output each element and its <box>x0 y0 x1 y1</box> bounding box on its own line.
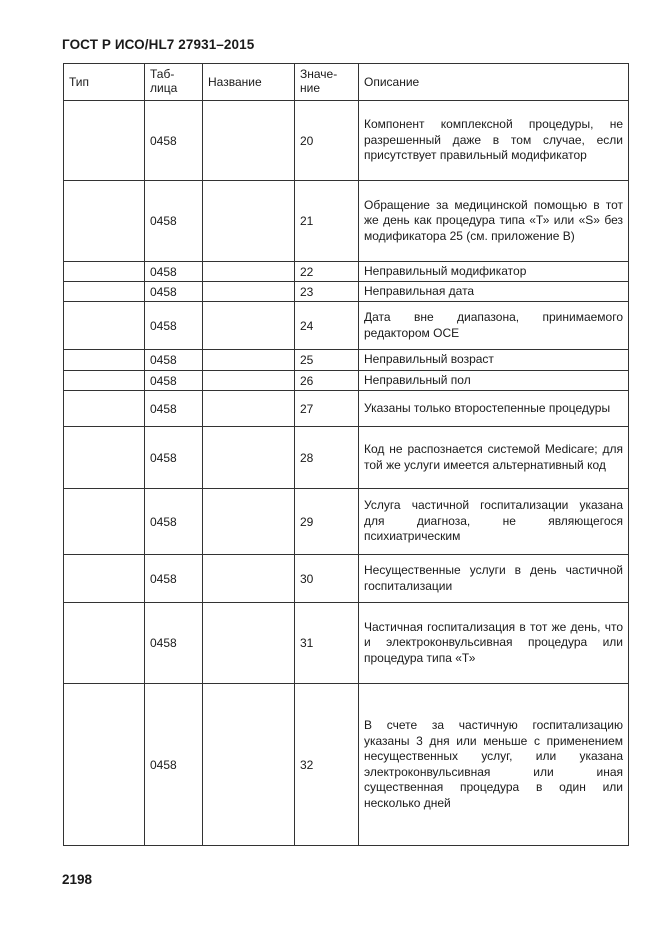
type-cell <box>64 350 145 371</box>
column-header-value <box>295 64 359 101</box>
name-cell <box>203 181 295 262</box>
table-cell: 0458 <box>145 181 203 262</box>
table-cell: 0458 <box>145 350 203 371</box>
description-cell: Дата вне диапазона, принимаемого редактором ОСЕ <box>359 302 629 350</box>
value-cell: 30 <box>295 555 359 603</box>
description-cell: Неправильный пол <box>359 371 629 391</box>
table-cell: 0458 <box>145 489 203 555</box>
table-cell: 0458 <box>145 371 203 391</box>
value-cell: 21 <box>295 181 359 262</box>
description-cell: Частичная госпитализация в тот же день, что и электроконвульсивная процедура или процедура типа «Т» <box>359 603 629 684</box>
column-header-table-line2: лица <box>150 81 178 95</box>
table-cell: 0458 <box>145 302 203 350</box>
description-cell: Указаны только второстепенные процедуры <box>359 391 629 427</box>
name-cell <box>203 555 295 603</box>
description-cell: В счете за частичную госпитализацию указаны 3 дня или меньше с применением несущественных услуг, или указана электроконвульсивная или иная существенная процедура в один или несколько дней <box>359 684 629 846</box>
name-cell <box>203 302 295 350</box>
type-cell <box>64 262 145 282</box>
table-row <box>64 391 629 427</box>
type-cell <box>64 427 145 489</box>
table-row <box>64 181 629 262</box>
table-cell: 0458 <box>145 262 203 282</box>
column-header-name: Название <box>203 64 295 101</box>
table-row <box>64 603 629 684</box>
value-cell: 32 <box>295 684 359 846</box>
name-cell <box>203 262 295 282</box>
column-header-table <box>145 64 203 101</box>
value-cell: 26 <box>295 371 359 391</box>
description-cell: Несущественные услуги в день частичной госпитализации <box>359 555 629 603</box>
column-header-table-line1: Таб- <box>150 67 175 81</box>
table-cell: 0458 <box>145 101 203 181</box>
table-row <box>64 555 629 603</box>
name-cell <box>203 489 295 555</box>
name-cell <box>203 101 295 181</box>
table-cell: 0458 <box>145 282 203 302</box>
type-cell <box>64 302 145 350</box>
name-cell <box>203 603 295 684</box>
type-cell <box>64 684 145 846</box>
type-cell <box>64 282 145 302</box>
name-cell <box>203 350 295 371</box>
description-cell: Неправильная дата <box>359 282 629 302</box>
table-row <box>64 684 629 846</box>
value-cell: 29 <box>295 489 359 555</box>
type-cell <box>64 391 145 427</box>
column-header-value-line2: ние <box>300 81 321 95</box>
table-row <box>64 427 629 489</box>
value-cell: 22 <box>295 262 359 282</box>
type-cell <box>64 489 145 555</box>
table-cell: 0458 <box>145 427 203 489</box>
page-number: 2198 <box>62 872 93 887</box>
column-header-description: Описание <box>359 64 629 101</box>
value-cell: 25 <box>295 350 359 371</box>
document-header: ГОСТ Р ИСО/HL7 27931–2015 <box>62 37 255 52</box>
value-cell: 24 <box>295 302 359 350</box>
table-cell: 0458 <box>145 603 203 684</box>
value-cell: 31 <box>295 603 359 684</box>
type-cell <box>64 181 145 262</box>
table-row <box>64 489 629 555</box>
description-cell: Обращение за медицинской помощью в тот же день как процедура типа «Т» или «S» без модификатора 25 (см. приложение В) <box>359 181 629 262</box>
table-row <box>64 262 629 282</box>
table-cell: 0458 <box>145 391 203 427</box>
value-cell: 20 <box>295 101 359 181</box>
value-cell: 28 <box>295 427 359 489</box>
table-row <box>64 371 629 391</box>
table-header-row <box>64 64 629 101</box>
table-row <box>64 350 629 371</box>
table-row <box>64 302 629 350</box>
table-row <box>64 101 629 181</box>
value-cell: 27 <box>295 391 359 427</box>
name-cell <box>203 427 295 489</box>
column-header-type: Тип <box>64 64 145 101</box>
code-table <box>63 63 629 846</box>
type-cell <box>64 371 145 391</box>
name-cell <box>203 282 295 302</box>
table-row <box>64 282 629 302</box>
name-cell <box>203 391 295 427</box>
description-cell: Услуга частичной госпитализации указана для диагноза, не являющегося психиатрическим <box>359 489 629 555</box>
description-cell: Код не распознается системой Medicare; для той же услуги имеется альтернативный код <box>359 427 629 489</box>
table-cell: 0458 <box>145 555 203 603</box>
type-cell <box>64 101 145 181</box>
type-cell <box>64 555 145 603</box>
value-cell: 23 <box>295 282 359 302</box>
table-cell: 0458 <box>145 684 203 846</box>
column-header-value-line1: Значе- <box>300 67 338 81</box>
type-cell <box>64 603 145 684</box>
description-cell: Неправильный модификатор <box>359 262 629 282</box>
description-cell: Компонент комплексной процедуры, не разрешенный даже в том случае, если присутствует правильный модификатор <box>359 101 629 181</box>
name-cell <box>203 684 295 846</box>
name-cell <box>203 371 295 391</box>
description-cell: Неправильный возраст <box>359 350 629 371</box>
